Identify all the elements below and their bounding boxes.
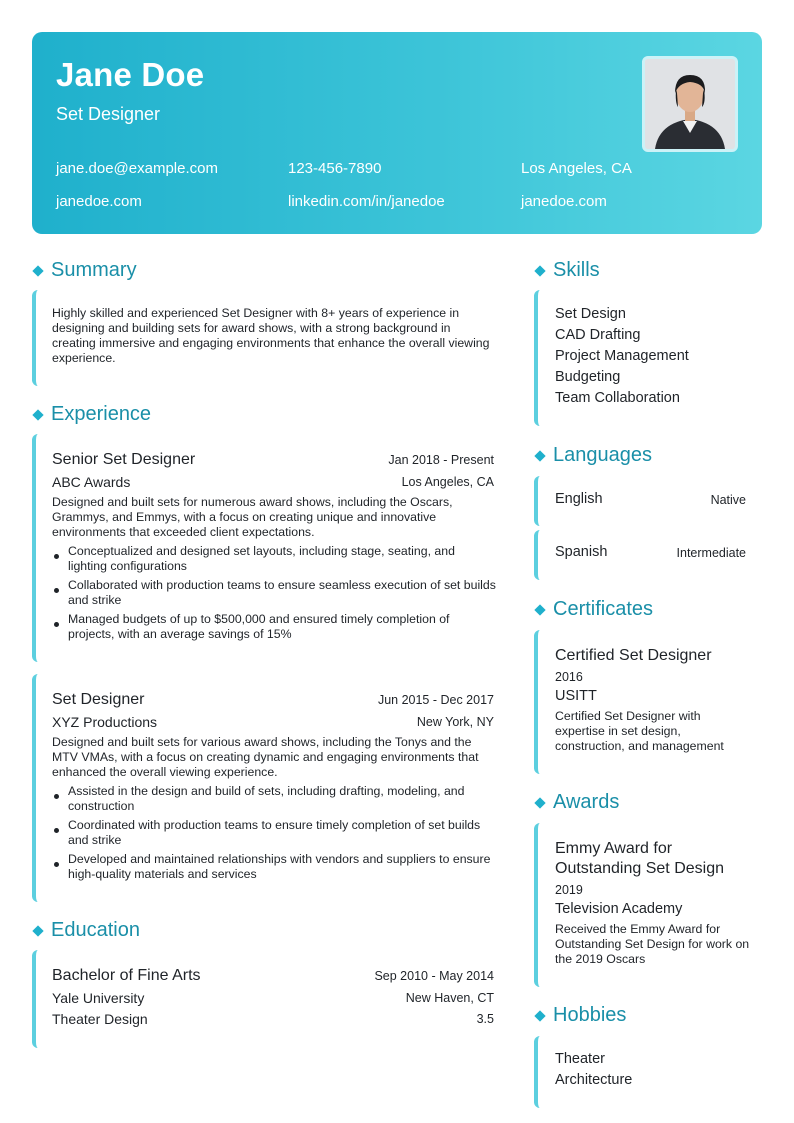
education-heading: [32, 919, 140, 942]
skill-item: Team Collaboration: [555, 390, 680, 406]
award-issuer: Television Academy: [555, 901, 683, 917]
field-of-study: Theater Design: [52, 1011, 148, 1027]
education-dates: Sep 2010 - May 2014: [374, 969, 494, 983]
diamond-bullet-icon: [534, 1010, 545, 1021]
job-dates: Jan 2018 - Present: [388, 453, 494, 467]
job-location: New York, NY: [416, 715, 494, 729]
bullet-dot-icon: [54, 622, 59, 627]
job-location: Los Angeles, CA: [401, 475, 494, 489]
language-name: English: [555, 491, 603, 507]
job-title: Set Designer: [52, 691, 145, 708]
job-bullet: Developed and maintained relationships with vendors and suppliers to ensure high-quality materials and services: [68, 852, 491, 881]
bullet-dot-icon: [54, 862, 59, 867]
bullet-dot-icon: [54, 588, 59, 593]
job-bullet: Assisted in the design and build of sets, including drafting, modeling, and construction: [68, 784, 465, 813]
hobby-item: Theater: [555, 1051, 605, 1067]
language-level: Native: [710, 493, 746, 507]
hobby-item: Architecture: [555, 1072, 633, 1088]
section-title: Education: [51, 919, 140, 941]
diamond-bullet-icon: [534, 797, 545, 808]
job-company: ABC Awards: [52, 474, 131, 490]
skill-item: CAD Drafting: [555, 327, 641, 343]
skill-item: Project Management: [555, 348, 689, 364]
website-link-2[interactable]: janedoe.com: [521, 193, 607, 210]
diamond-bullet-icon: [32, 409, 43, 420]
awards-heading: [534, 791, 619, 814]
job-bullet: Collaborated with production teams to ensure seamless execution of set builds and strike: [68, 578, 496, 607]
certificate-description: Certified Set Designer with expertise in set design, construction, and management: [555, 709, 724, 753]
resume-header: [32, 32, 762, 234]
certificates-heading: [534, 598, 653, 621]
hobbies-heading: [534, 1004, 626, 1027]
linkedin-link[interactable]: linkedin.com/in/janedoe: [288, 193, 445, 210]
award-title: Emmy Award for Outstanding Set Design: [555, 840, 724, 877]
gpa: 3.5: [476, 1012, 494, 1026]
award-description: Received the Emmy Award for Outstanding Set Design for work on the 2019 Oscars: [555, 922, 750, 966]
diamond-bullet-icon: [32, 925, 43, 936]
certificate-issuer: USITT: [555, 688, 597, 704]
candidate-role: Set Designer: [56, 104, 161, 124]
school: Yale University: [52, 990, 145, 1006]
phone-text: 123-456-7890: [288, 160, 382, 177]
location-text: Los Angeles, CA: [521, 160, 632, 177]
diamond-bullet-icon: [32, 265, 43, 276]
certificate-year: 2016: [555, 670, 583, 684]
diamond-bullet-icon: [534, 450, 545, 461]
section-title: Skills: [553, 259, 600, 281]
section-title: Awards: [553, 791, 620, 813]
skill-item: Set Design: [555, 306, 626, 322]
language-level: Intermediate: [676, 546, 746, 560]
diamond-bullet-icon: [534, 604, 545, 615]
website-link[interactable]: janedoe.com: [56, 193, 142, 210]
profile-photo: [642, 56, 738, 152]
job-description: Designed and built sets for numerous award shows, including the Oscars, Grammys, and Emmys, with a focus on creating unique and innovative environments that exceeded client expectations.: [52, 495, 453, 539]
award-year: 2019: [555, 883, 583, 897]
job-description: Designed and built sets for various award shows, including the Tonys and the MTV VMAs, with a focus on creating dynamic and engaging environments that enhanced the overall viewing experience.: [52, 735, 479, 779]
summary-text: Highly skilled and experienced Set Designer with 8+ years of experience in designing and building sets for award shows, with a strong background in creating immersive and engaging environments that enhance the overall viewing experience.: [52, 306, 490, 365]
diamond-bullet-icon: [534, 265, 545, 276]
school-location: New Haven, CT: [405, 991, 494, 1005]
languages-heading: [534, 444, 652, 467]
section-title: Hobbies: [553, 1004, 627, 1026]
bullet-dot-icon: [54, 828, 59, 833]
language-name: Spanish: [555, 544, 608, 560]
email-link[interactable]: jane.doe@example.com: [56, 160, 218, 177]
job-bullet: Conceptualized and designed set layouts, including stage, seating, and lighting configurations: [68, 544, 455, 573]
bullet-dot-icon: [54, 554, 59, 559]
degree: Bachelor of Fine Arts: [52, 967, 201, 984]
section-title: Certificates: [553, 598, 654, 620]
job-title: Senior Set Designer: [52, 451, 196, 468]
experience-heading: [32, 403, 151, 426]
job-bullet: Coordinated with production teams to ensure timely completion of set builds and strike: [68, 818, 481, 847]
summary-heading: [32, 259, 137, 282]
section-title: Experience: [51, 403, 152, 425]
job-dates: Jun 2015 - Dec 2017: [377, 693, 494, 707]
section-title: Languages: [553, 444, 652, 466]
job-bullet: Managed budgets of up to $500,000 and ensured timely completion of projects, with an average savings of 15%: [68, 612, 450, 641]
candidate-name: Jane Doe: [56, 56, 205, 93]
bullet-dot-icon: [54, 794, 59, 799]
skill-item: Budgeting: [555, 369, 621, 385]
certificate-title: Certified Set Designer: [555, 647, 712, 664]
skills-heading: [534, 259, 600, 282]
section-title: Summary: [51, 259, 137, 281]
job-company: XYZ Productions: [52, 714, 158, 730]
person-portrait-icon: [645, 59, 735, 149]
